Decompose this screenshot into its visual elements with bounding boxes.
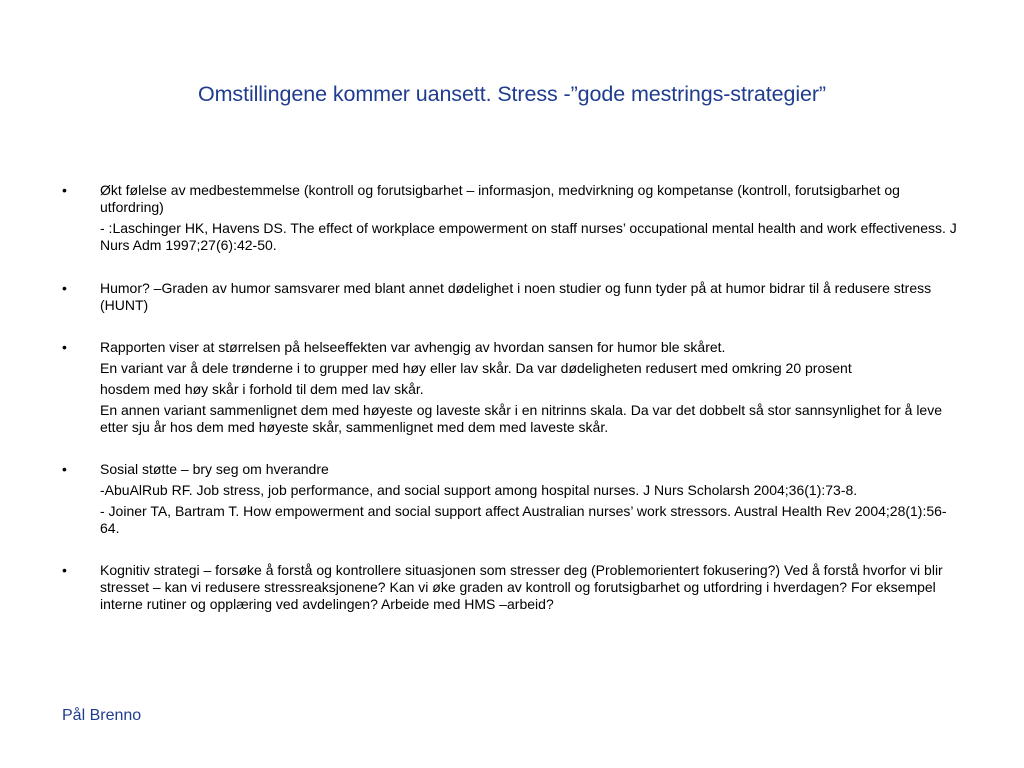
- bullet-dot: •: [62, 280, 67, 296]
- slide-title: Omstillingene kommer uansett. Stress -”gode mestrings-strategier”: [198, 82, 826, 106]
- detail-text: En annen variant sammenlignet dem med høyeste og laveste skår i en nitrinns skala. Da var det dobbelt så stor sannsynlighet for å leve etter sju år hos dem med høyeste skår, sammenlignet med dem med laveste skår.: [100, 402, 943, 435]
- bullet-dot: •: [62, 562, 67, 578]
- bullet-item-humor: [62, 280, 962, 314]
- bullet-dot: •: [62, 182, 67, 198]
- bullet-text: Rapporten viser at størrelsen på helseeffekten var avhengig av hvordan sansen for humor ble skåret.: [100, 339, 726, 355]
- reference-text: - Joiner TA, Bartram T. How empowerment and social support affect Australian nurses’ work stressors. Austral Health Rev 2004;28(1):56-64.: [100, 503, 947, 536]
- bullet-text: Humor? –Graden av humor samsvarer med blant annet dødelighet i noen studier og funn tyder på at humor bidrar til å redusere stress (HUNT): [100, 280, 932, 313]
- bullet-item-cognitive-strategy: [62, 562, 962, 613]
- bullet-item-social-support: [62, 461, 962, 537]
- reference-text: - :Laschinger HK, Havens DS. The effect of workplace empowerment on staff nurses’ occupational mental health and work effectiveness. J Nurs Adm 1997;27(6):42-50.: [100, 220, 957, 253]
- bullet-item-report: [62, 339, 962, 436]
- detail-text: En variant var å dele trønderne i to grupper med høy eller lav skår. Da var dødeligheten redusert med omkring 20 prosent: [100, 360, 852, 376]
- bullet-dot: •: [62, 339, 67, 355]
- bullet-text: Sosial støtte – bry seg om hverandre: [100, 461, 329, 477]
- bullet-text: Økt følelse av medbestemmelse (kontroll og forutsigbarhet – informasjon, medvirkning og kompetanse (kontroll, forutsigbarhet og utfordring): [100, 182, 900, 215]
- bullet-item-autonomy: [62, 182, 962, 254]
- detail-text: hosdem med høy skår i forhold til dem med lav skår.: [100, 381, 424, 397]
- reference-text: -AbuAlRub RF. Job stress, job performance, and social support among hospital nurses. J Nurs Scholarsh 2004;36(1):73-8.: [100, 482, 858, 498]
- footer-author: Pål Brenno: [62, 707, 142, 724]
- bullet-text: Kognitiv strategi – forsøke å forstå og kontrollere situasjonen som stresser deg (Problemorientert fokusering?) Ved å forstå hvorfor vi blir stresset – kan vi redusere stressreaksjonene? Kan vi øke graden av kontroll og forutsigbarhet og utfordring i hverdagen? For eksempel interne rutiner og opplæring ved avdelingen? Arbeide med HMS –arbeid?: [100, 562, 943, 612]
- bullet-list: [62, 182, 962, 613]
- bullet-dot: •: [62, 461, 67, 477]
